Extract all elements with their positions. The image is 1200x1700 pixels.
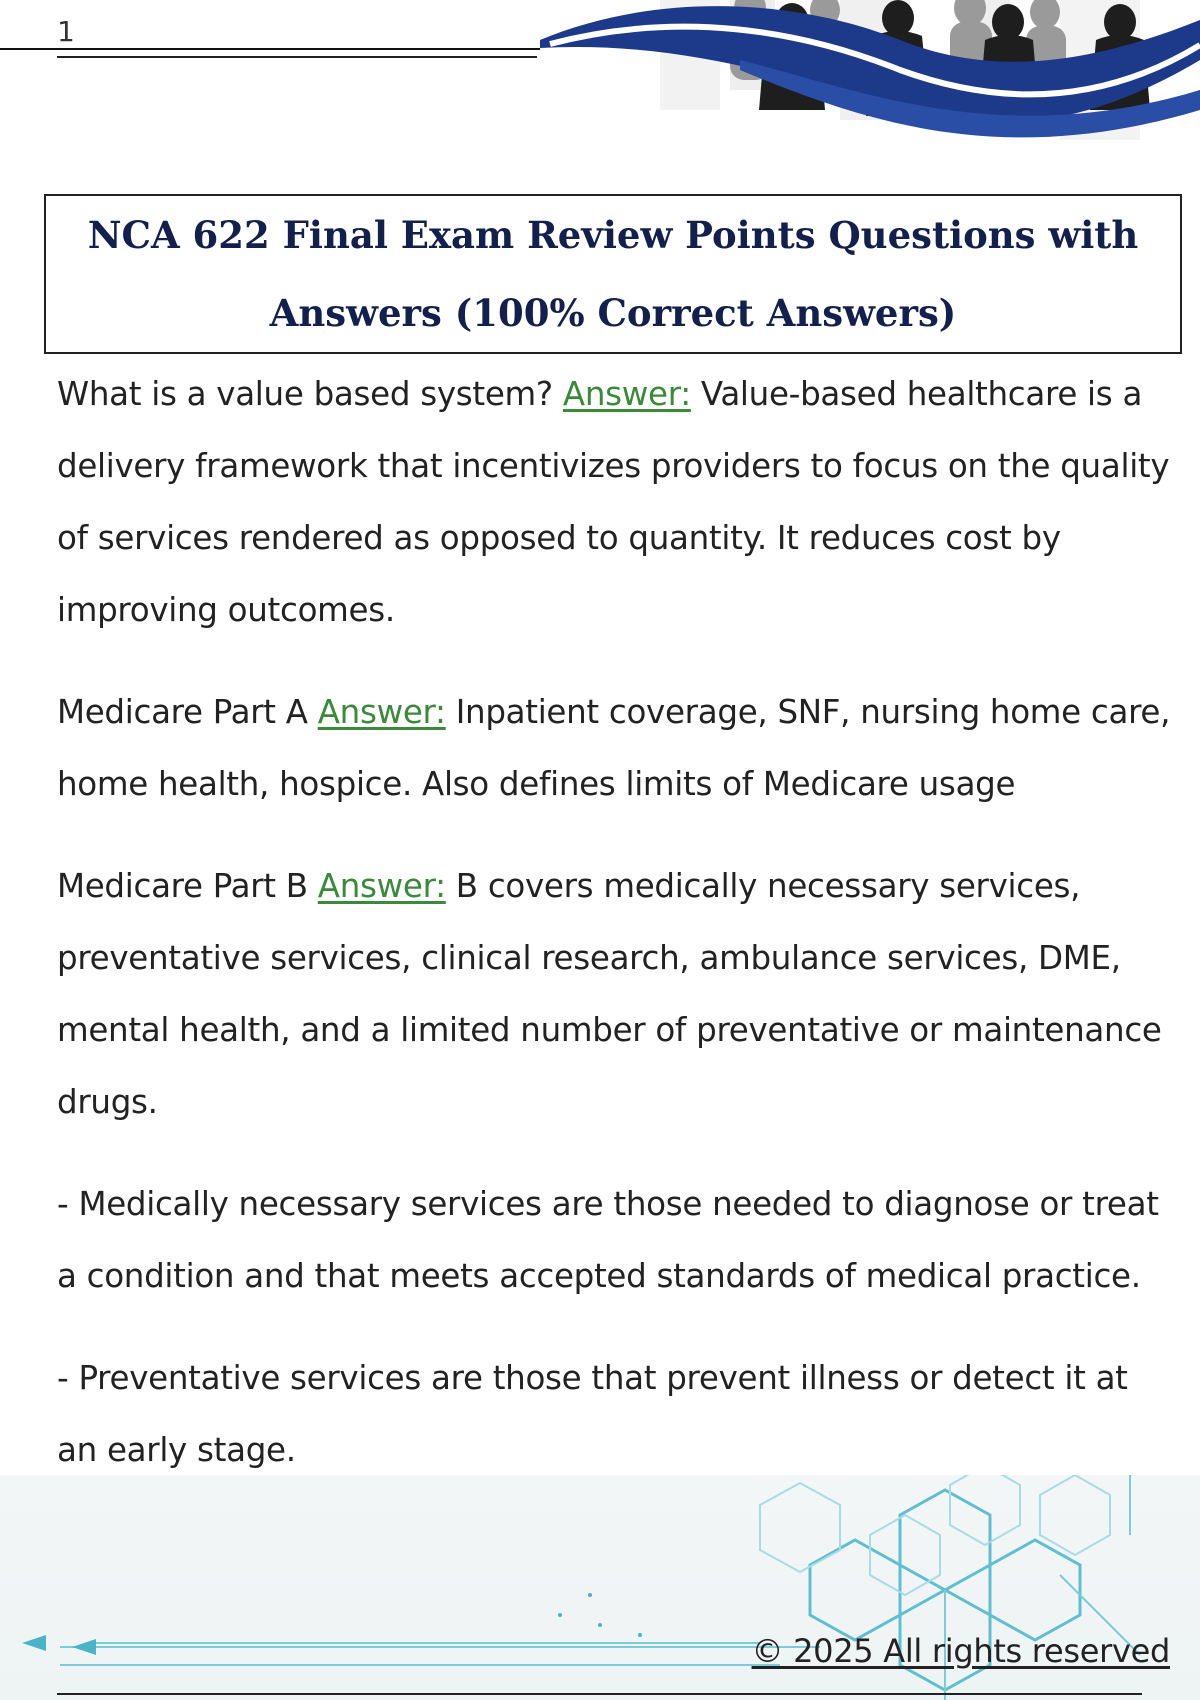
title-box — [44, 194, 1182, 354]
answer-text: Inpatient coverage, SNF, nursing home care, home health, hospice. Also defines limits of Medicare usage — [57, 693, 1171, 803]
document-body — [57, 358, 1177, 1516]
question-text: What is a value based system? — [57, 375, 553, 413]
qa-item — [57, 676, 1177, 820]
answer-label: Answer: — [317, 867, 446, 905]
header-people-wave-icon — [540, 0, 1200, 170]
footer-arrow-icon — [22, 1635, 46, 1651]
answer-label: Answer: — [317, 693, 446, 731]
footer-rule — [57, 1693, 1142, 1695]
answer-text: B covers medically necessary services, preventative services, clinical research, ambulance services, DME, mental health, and a limited number of preventative or maintenance drugs. — [57, 867, 1162, 1121]
note-item: - Medically necessary services are those needed to diagnose or treat a condition and that meets accepted standards of medical practice. — [57, 1185, 1159, 1295]
note-item: - Preventative services are those that prevent illness or detect it at an early stage. — [57, 1359, 1128, 1469]
answer-label: Answer: — [562, 375, 691, 413]
copyright-notice: © 2025 All rights reserved — [751, 1632, 1170, 1670]
header-underline — [57, 56, 537, 58]
page-title: NCA 622 Final Exam Review Points Questions with Answers (100% Correct Answers) — [87, 213, 1139, 335]
question-text: Medicare Part B — [57, 867, 308, 905]
page-number: 1 — [57, 15, 75, 48]
answer-text: Value-based healthcare is a delivery framework that incentivizes providers to focus on the quality of services rendered as opposed to quantity. It reduces cost by improving outcomes. — [57, 375, 1170, 629]
qa-item — [57, 358, 1177, 646]
qa-item — [57, 850, 1177, 1138]
question-text: Medicare Part A — [57, 693, 308, 731]
